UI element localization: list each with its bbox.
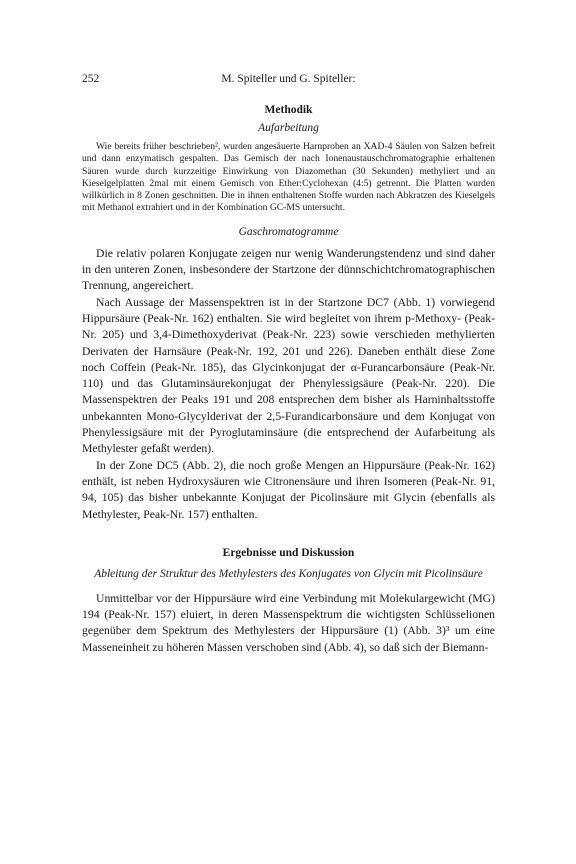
running-head: M. Spiteller und G. Spiteller: [221,73,356,85]
section-heading-ergebnisse: Ergebnisse und Diskussion [222,546,355,559]
subheading-ableitung: Ableitung der Struktur des Methylesters des Konjugates von Glycin mit Picolinsäure [94,567,483,580]
gc-paragraph-1: Die relativ polaren Konjugate zeigen nur wenig Wanderungstendenz und sind daher in den unteren Zonen, insbesondere der Startzone der dünnschichtchromatographischen Trennung, angereichert. [82,246,495,293]
page-number: 252 [82,73,100,85]
methodik-paragraph: Wie bereits früher beschrieben², wurden angesäuerte Harnproben an XAD-4 Säulen von Salzen befreit und dann enzymatisch gespalten. Das Gemisch der nach Ionenaustauschchromatographie erhaltenen Säuren wurde durch kurzzeitige Einwirkung von Diazomethan (30 Sekunden) methyliert und an Kieselgelplatten 2mal mit einem Gemisch von Ether:Cyclohexan (4:5) getrennt. Die Platten wurden willkürlich in 8 Zonen geschnitten. Die in ihnen enthaltenen Stoffe wurden nach Abkratzen des Kieselgels mit Methanol extrahiert und in der Kombination GC-MS untersucht. [82,141,495,214]
page [82,72,495,656]
subheading-gaschromatogramme: Gaschromatogramme [238,225,339,238]
gc-paragraph-2: Nach Aussage der Massenspektren ist in der Startzone DC7 (Abb. 1) vorwiegend Hippursäure (Peak-Nr. 162) enthalten. Sie wird begleitet von ihrem p-Methoxy- (Peak-Nr. 205) und 3,4-Dimethoxyderivat (Peak-Nr. 223) sowie verschieden methylierten Derivaten der Harnsäure (Peak-Nr. 192, 201 und 226). Daneben enthält diese Zone noch Coffein (Peak-Nr. 185), das Glycinkonjugat der α-Furancarbonsäure (Peak-Nr. 110) und das Glutaminsäurekonjugat der Phenylessigsäure (Peak-Nr. 220). Die Massenspektren der Peaks 191 und 208 entsprechen dem bisher als Harninhaltsstoffe unbekannten Mono-Glycylderivat der 2,5-Furandicarbonsäure und dem Konjugat von Phenylessigsäure mit der Pyroglutaminsäure (die entsprechend der Aufarbeitung als Methylester gefaßt werden). [82,295,495,456]
section-heading-methodik: Methodik [264,104,313,116]
running-header [82,72,495,86]
gc-paragraph-3: In der Zone DC5 (Abb. 2), die noch große Mengen an Hippursäure (Peak-Nr. 162) enthält, ist neben Hydroxysäuren wie Citronensäure und ihren Isomeren (Peak-Nr. 91, 94, 105) das bisher unbekannte Konjugat der Picolinsäure mit Glycin (ebenfalls als Methylester, Peak-Nr. 157) enthalten. [82,458,495,521]
subheading-aufarbeitung: Aufarbeitung [258,122,319,134]
ergebnisse-paragraph: Unmittelbar vor der Hippursäure wird eine Verbindung mit Molekulargewicht (MG) 194 (Peak-Nr. 157) eluiert, in deren Massenspektrum die wichtigsten Schlüsselionen gegenüber dem Spektrum des Methylesters der Hippursäure (1) (Abb. 3)³ um eine Masseneinheit zu höheren Massen verschoben sind (Abb. 4), so daß sich der Biemann- [82,591,495,654]
